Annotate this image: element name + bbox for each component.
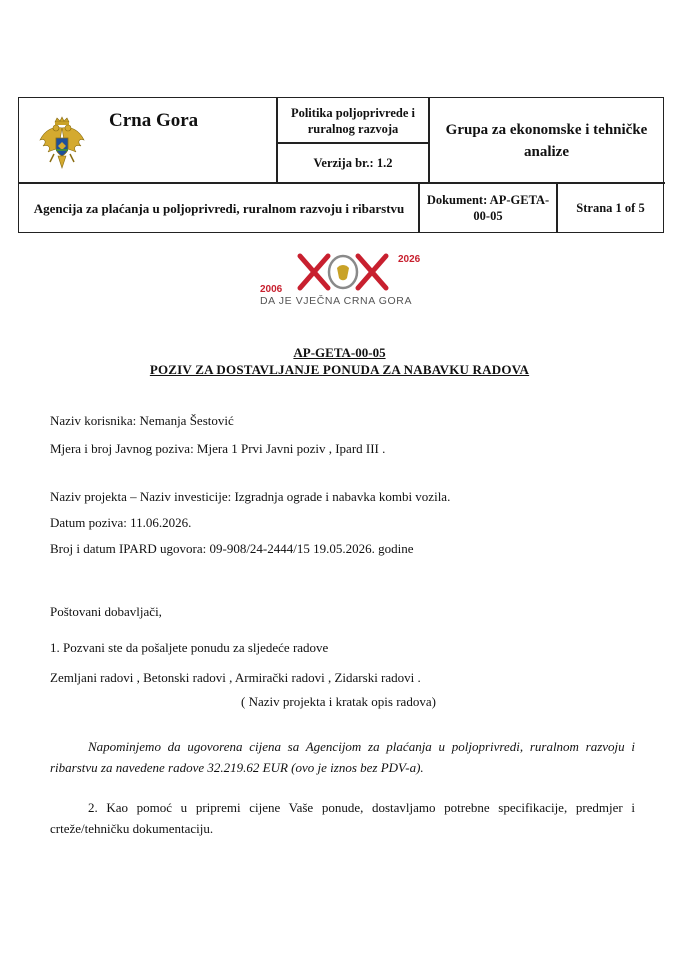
logo-tagline: DA JE VJEČNA CRNA GORA xyxy=(260,295,413,307)
jubilee-logo xyxy=(252,248,432,312)
divider xyxy=(277,142,429,144)
divider xyxy=(19,182,665,184)
greeting: Poštovani dobavljači, xyxy=(50,604,162,619)
measure-line: Mjera i broj Javnog poziva: Mjera 1 Prvi Javni poziv , Ipard III . xyxy=(50,441,386,456)
group-name: Grupa za ekonomske i tehničke analize xyxy=(445,121,648,160)
contract-line: Broj i datum IPARD ugovora: 09-908/24-2444/15 19.05.2026. godine xyxy=(50,541,414,556)
logo-year-end: 2026 xyxy=(398,254,421,265)
montenegro-coat-of-arms-icon xyxy=(37,116,87,172)
price-note: Napominjemo da ugovorena cijena sa Agencijom za plaćanja u poljoprivredi, ruralnom razvoju i ribarstvu za navedene radove 32.219.62 EUR (ovo je iznos bez PDV-a). xyxy=(50,739,635,775)
project-line: Naziv projekta – Naziv investicije: Izgradnja ograde i nabavka kombi vozila. xyxy=(50,489,451,504)
document-code: AP-GETA-00-05 xyxy=(293,345,386,360)
document-number: Dokument: AP-GETA-00-05 xyxy=(426,193,550,223)
divider xyxy=(428,98,430,183)
header-table xyxy=(18,97,664,233)
divider xyxy=(276,98,278,183)
works-list: Zemljani radovi , Betonski radovi , Armirački radovi , Zidarski radovi . xyxy=(50,670,421,685)
version-label: Verzija br.: 1.2 xyxy=(313,155,393,170)
agency-name: Agencija za plaćanja u poljoprivredi, ruralnom razvoju i ribarstvu xyxy=(33,200,405,216)
country-name: Crna Gora xyxy=(109,110,199,131)
logo-year-start: 2006 xyxy=(260,284,283,295)
date-line: Datum poziva: 11.06.2026. xyxy=(50,515,192,530)
beneficiary-line: Naziv korisnika: Nemanja Šestović xyxy=(50,413,234,428)
divider xyxy=(556,183,558,233)
divider xyxy=(418,183,420,233)
works-caption: ( Naziv projekta i kratak opis radova) xyxy=(241,694,436,709)
page-number: Strana 1 of 5 xyxy=(576,200,645,215)
item-1: 1. Pozvani ste da pošaljete ponudu za sljedeće radove xyxy=(50,640,329,655)
item-2: 2. Kao pomoć u pripremi cijene Vaše ponude, dostavljamo potrebne specifikacije, predmjer i crteže/tehničku dokumentaciju. xyxy=(50,800,635,836)
policy-name: Politika poljoprivrede i ruralnog razvoja xyxy=(290,105,416,136)
document-title: POZIV ZA DOSTAVLJANJE PONUDA ZA NABAVKU RADOVA xyxy=(149,362,530,377)
